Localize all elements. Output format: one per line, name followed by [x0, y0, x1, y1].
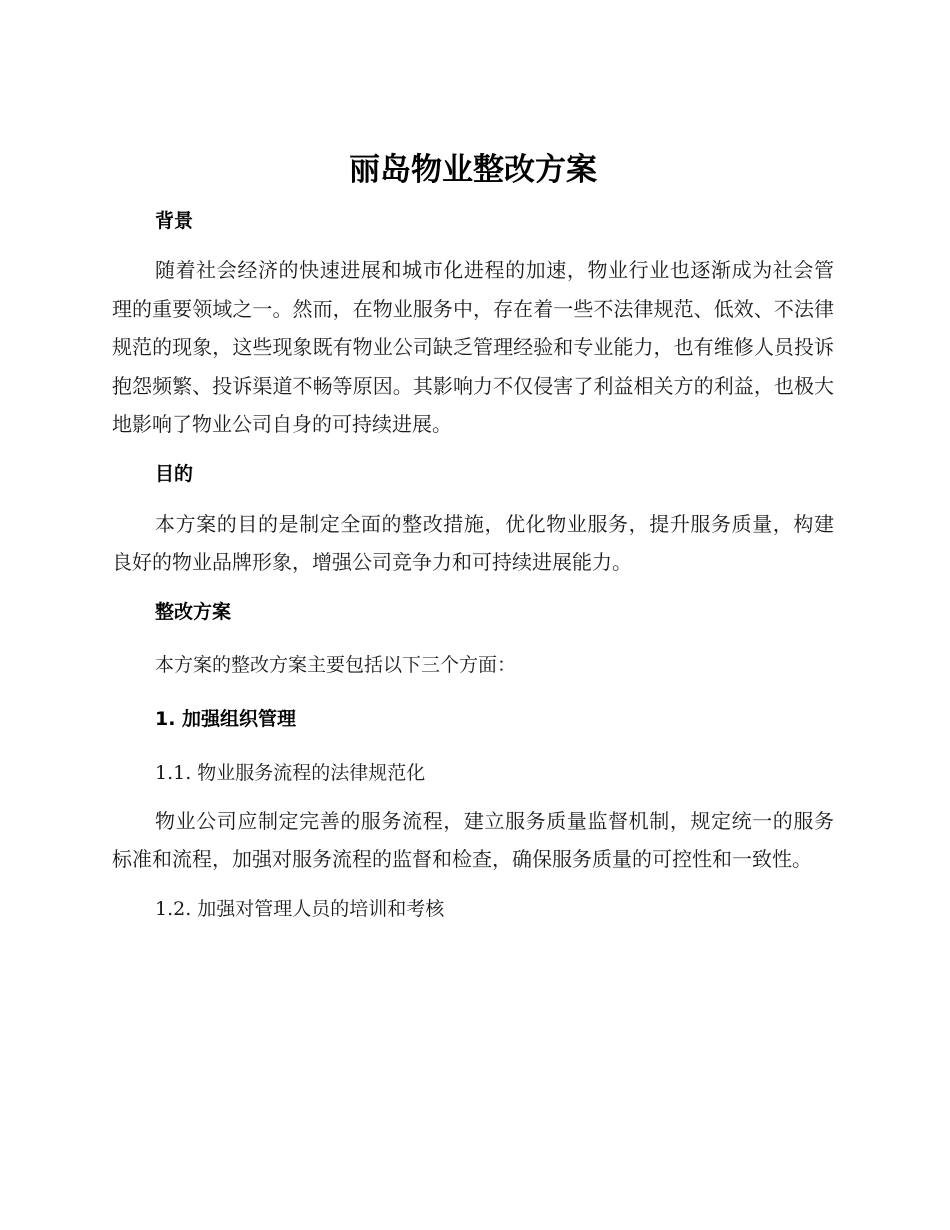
- paragraph-goal: 本方案的目的是制定全面的整改措施，优化物业服务，提升服务质量，构建良好的物业品牌形象，增强公司竞争力和可持续进展能力。: [112, 511, 834, 574]
- subheading-1-2: 1.2. 加强对管理人员的培训和考核: [155, 897, 445, 920]
- document-body: [112, 148, 834, 924]
- heading-background: 背景: [155, 210, 194, 232]
- paragraph-plan-intro: 本方案的整改方案主要包括以下三个方面：: [155, 653, 517, 676]
- heading-plan: 整改方案: [155, 600, 232, 623]
- paragraph-background: 随着社会经济的快速进展和城市化进程的加速，物业行业也逐渐成为社会管理的重要领域之一。然而，在物业服务中，存在着一些不法律规范、低效、不法律规范的现象，这些现象既有物业公司缺乏管理经验和专业能力，也有维修人员投诉抱怨频繁、投诉渠道不畅等原因。其影响力不仅侵害了利益相关方的利益，也极大地影响了物业公司自身的可持续进展。: [112, 258, 834, 436]
- paragraph-1-1: 物业公司应制定完善的服务流程，建立服务质量监督机制，规定统一的服务标准和流程，加强对服务流程的监督和检查，确保服务质量的可控性和一致性。: [112, 808, 834, 871]
- subheading-1-1: 1.1. 物业服务流程的法律规范化: [155, 761, 426, 784]
- heading-section-1: 1. 加强组织管理: [155, 707, 297, 730]
- document-title: 丽岛物业整改方案: [349, 152, 597, 188]
- heading-goal: 目的: [155, 462, 194, 485]
